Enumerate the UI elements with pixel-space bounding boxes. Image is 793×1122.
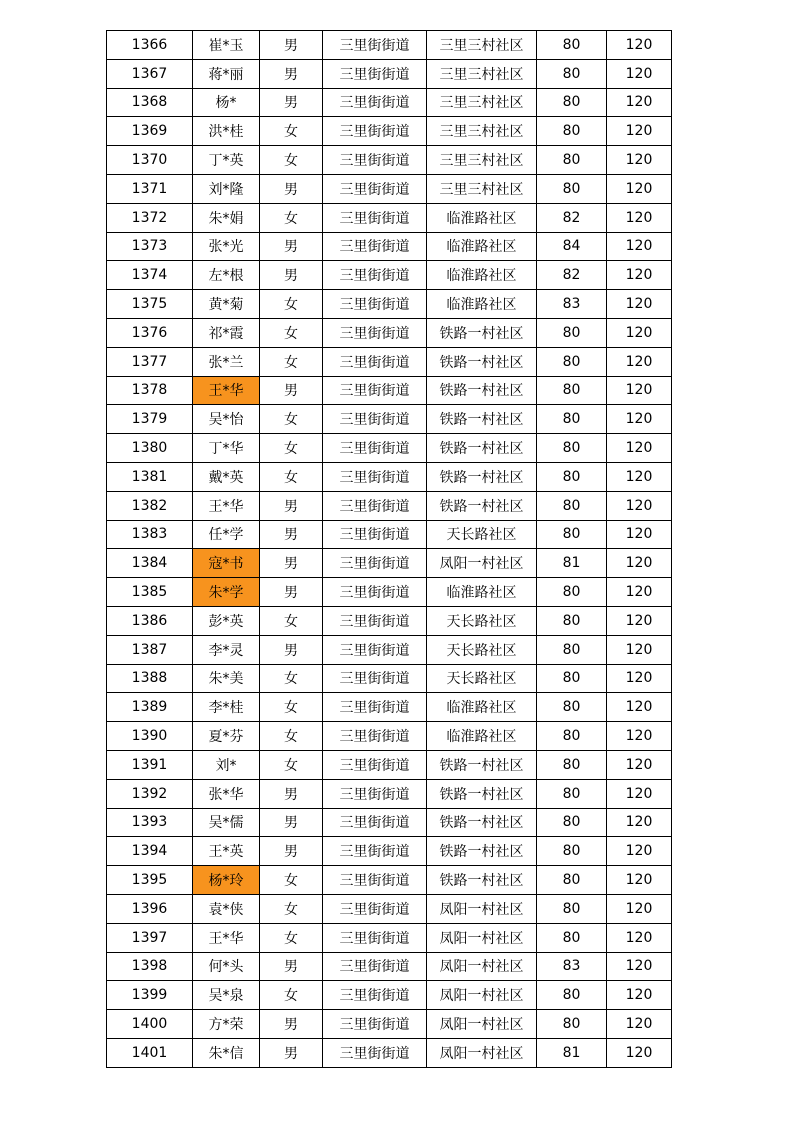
- age-cell: 80: [537, 1010, 607, 1039]
- age-cell: 80: [537, 59, 607, 88]
- community-cell: 临淮路社区: [427, 261, 537, 290]
- row-number-cell: 1367: [107, 59, 193, 88]
- row-number-cell: 1389: [107, 693, 193, 722]
- community-cell: 铁路一村社区: [427, 750, 537, 779]
- community-cell: 凤阳一村社区: [427, 981, 537, 1010]
- gender-cell: 男: [260, 1038, 323, 1067]
- community-cell: 临淮路社区: [427, 203, 537, 232]
- amount-cell: 120: [607, 405, 672, 434]
- row-number-cell: 1370: [107, 146, 193, 175]
- table-row: [107, 693, 672, 722]
- community-cell: 临淮路社区: [427, 578, 537, 607]
- row-number-cell: 1368: [107, 88, 193, 117]
- amount-cell: 120: [607, 462, 672, 491]
- amount-cell: 120: [607, 750, 672, 779]
- community-cell: 凤阳一村社区: [427, 923, 537, 952]
- name-cell: 王*华: [193, 923, 260, 952]
- street-cell: 三里街街道: [323, 347, 427, 376]
- street-cell: 三里街街道: [323, 376, 427, 405]
- street-cell: 三里街街道: [323, 923, 427, 952]
- table-row: [107, 232, 672, 261]
- row-number-cell: 1380: [107, 434, 193, 463]
- gender-cell: 女: [260, 434, 323, 463]
- community-cell: 临淮路社区: [427, 232, 537, 261]
- age-cell: 80: [537, 491, 607, 520]
- street-cell: 三里街街道: [323, 405, 427, 434]
- age-cell: 81: [537, 549, 607, 578]
- row-number-cell: 1384: [107, 549, 193, 578]
- age-cell: 80: [537, 174, 607, 203]
- row-number-cell: 1372: [107, 203, 193, 232]
- row-number-cell: 1385: [107, 578, 193, 607]
- community-cell: 铁路一村社区: [427, 347, 537, 376]
- community-cell: 凤阳一村社区: [427, 894, 537, 923]
- gender-cell: 男: [260, 31, 323, 60]
- gender-cell: 男: [260, 549, 323, 578]
- gender-cell: 男: [260, 779, 323, 808]
- row-number-cell: 1394: [107, 837, 193, 866]
- gender-cell: 男: [260, 520, 323, 549]
- table-row: [107, 635, 672, 664]
- age-cell: 80: [537, 693, 607, 722]
- name-cell: 黄*菊: [193, 290, 260, 319]
- name-cell: 吴*泉: [193, 981, 260, 1010]
- amount-cell: 120: [607, 347, 672, 376]
- street-cell: 三里街街道: [323, 59, 427, 88]
- table-row: [107, 203, 672, 232]
- gender-cell: 男: [260, 232, 323, 261]
- street-cell: 三里街街道: [323, 31, 427, 60]
- street-cell: 三里街街道: [323, 318, 427, 347]
- age-cell: 80: [537, 866, 607, 895]
- amount-cell: 120: [607, 808, 672, 837]
- row-number-cell: 1377: [107, 347, 193, 376]
- table-row: [107, 549, 672, 578]
- row-number-cell: 1399: [107, 981, 193, 1010]
- street-cell: 三里街街道: [323, 808, 427, 837]
- name-cell: 王*华: [193, 491, 260, 520]
- gender-cell: 女: [260, 462, 323, 491]
- name-cell: 张*光: [193, 232, 260, 261]
- row-number-cell: 1383: [107, 520, 193, 549]
- table-row: [107, 722, 672, 751]
- table-row: [107, 1010, 672, 1039]
- street-cell: 三里街街道: [323, 1010, 427, 1039]
- name-cell: 王*英: [193, 837, 260, 866]
- table-row: [107, 59, 672, 88]
- amount-cell: 120: [607, 59, 672, 88]
- community-cell: 铁路一村社区: [427, 491, 537, 520]
- community-cell: 三里三村社区: [427, 174, 537, 203]
- table-row: [107, 146, 672, 175]
- amount-cell: 120: [607, 434, 672, 463]
- amount-cell: 120: [607, 578, 672, 607]
- row-number-cell: 1381: [107, 462, 193, 491]
- gender-cell: 女: [260, 894, 323, 923]
- street-cell: 三里街街道: [323, 146, 427, 175]
- street-cell: 三里街街道: [323, 837, 427, 866]
- community-cell: 铁路一村社区: [427, 434, 537, 463]
- street-cell: 三里街街道: [323, 1038, 427, 1067]
- row-number-cell: 1371: [107, 174, 193, 203]
- table-row: [107, 290, 672, 319]
- community-cell: 凤阳一村社区: [427, 1010, 537, 1039]
- name-cell: 丁*英: [193, 146, 260, 175]
- community-cell: 铁路一村社区: [427, 866, 537, 895]
- name-cell: 袁*侠: [193, 894, 260, 923]
- age-cell: 80: [537, 606, 607, 635]
- name-cell: 左*根: [193, 261, 260, 290]
- age-cell: 80: [537, 31, 607, 60]
- name-cell: 方*荣: [193, 1010, 260, 1039]
- name-cell: 李*桂: [193, 693, 260, 722]
- street-cell: 三里街街道: [323, 261, 427, 290]
- gender-cell: 女: [260, 318, 323, 347]
- community-cell: 铁路一村社区: [427, 318, 537, 347]
- row-number-cell: 1398: [107, 952, 193, 981]
- age-cell: 80: [537, 923, 607, 952]
- community-cell: 三里三村社区: [427, 88, 537, 117]
- amount-cell: 120: [607, 981, 672, 1010]
- row-number-cell: 1379: [107, 405, 193, 434]
- amount-cell: 120: [607, 88, 672, 117]
- amount-cell: 120: [607, 232, 672, 261]
- table-row: [107, 520, 672, 549]
- street-cell: 三里街街道: [323, 952, 427, 981]
- amount-cell: 120: [607, 290, 672, 319]
- community-cell: 铁路一村社区: [427, 462, 537, 491]
- age-cell: 80: [537, 808, 607, 837]
- gender-cell: 男: [260, 261, 323, 290]
- gender-cell: 男: [260, 376, 323, 405]
- street-cell: 三里街街道: [323, 520, 427, 549]
- street-cell: 三里街街道: [323, 750, 427, 779]
- age-cell: 80: [537, 664, 607, 693]
- community-cell: 天长路社区: [427, 664, 537, 693]
- row-number-cell: 1401: [107, 1038, 193, 1067]
- table-row: [107, 923, 672, 952]
- name-cell: 何*头: [193, 952, 260, 981]
- street-cell: 三里街街道: [323, 779, 427, 808]
- table-row: [107, 606, 672, 635]
- amount-cell: 120: [607, 261, 672, 290]
- gender-cell: 男: [260, 1010, 323, 1039]
- age-cell: 80: [537, 462, 607, 491]
- name-cell: 朱*信: [193, 1038, 260, 1067]
- gender-cell: 女: [260, 405, 323, 434]
- row-number-cell: 1396: [107, 894, 193, 923]
- row-number-cell: 1374: [107, 261, 193, 290]
- amount-cell: 120: [607, 146, 672, 175]
- gender-cell: 女: [260, 866, 323, 895]
- age-cell: 80: [537, 722, 607, 751]
- gender-cell: 女: [260, 693, 323, 722]
- community-cell: 铁路一村社区: [427, 405, 537, 434]
- name-cell: 夏*芬: [193, 722, 260, 751]
- table-row: [107, 664, 672, 693]
- community-cell: 三里三村社区: [427, 59, 537, 88]
- community-cell: 三里三村社区: [427, 117, 537, 146]
- community-cell: 临淮路社区: [427, 693, 537, 722]
- age-cell: 82: [537, 203, 607, 232]
- gender-cell: 女: [260, 146, 323, 175]
- gender-cell: 男: [260, 174, 323, 203]
- age-cell: 80: [537, 578, 607, 607]
- amount-cell: 120: [607, 1010, 672, 1039]
- age-cell: 82: [537, 261, 607, 290]
- name-cell-highlighted: 王*华: [193, 376, 260, 405]
- street-cell: 三里街街道: [323, 894, 427, 923]
- gender-cell: 男: [260, 808, 323, 837]
- name-cell: 朱*娟: [193, 203, 260, 232]
- row-number-cell: 1397: [107, 923, 193, 952]
- amount-cell: 120: [607, 117, 672, 146]
- street-cell: 三里街街道: [323, 117, 427, 146]
- street-cell: 三里街街道: [323, 635, 427, 664]
- name-cell-highlighted: 寇*书: [193, 549, 260, 578]
- row-number-cell: 1392: [107, 779, 193, 808]
- roster-body: [107, 31, 672, 1068]
- table-row: [107, 174, 672, 203]
- table-row: [107, 779, 672, 808]
- age-cell: 80: [537, 347, 607, 376]
- name-cell: 蒋*丽: [193, 59, 260, 88]
- community-cell: 天长路社区: [427, 520, 537, 549]
- amount-cell: 120: [607, 866, 672, 895]
- age-cell: 80: [537, 318, 607, 347]
- gender-cell: 男: [260, 88, 323, 117]
- name-cell: 祁*霞: [193, 318, 260, 347]
- row-number-cell: 1382: [107, 491, 193, 520]
- age-cell: 80: [537, 88, 607, 117]
- gender-cell: 女: [260, 117, 323, 146]
- age-cell: 84: [537, 232, 607, 261]
- row-number-cell: 1378: [107, 376, 193, 405]
- age-cell: 83: [537, 952, 607, 981]
- table-row: [107, 434, 672, 463]
- amount-cell: 120: [607, 952, 672, 981]
- table-row: [107, 491, 672, 520]
- table-row: [107, 837, 672, 866]
- table-row: [107, 1038, 672, 1067]
- community-cell: 三里三村社区: [427, 31, 537, 60]
- street-cell: 三里街街道: [323, 203, 427, 232]
- community-cell: 临淮路社区: [427, 290, 537, 319]
- table-row: [107, 462, 672, 491]
- row-number-cell: 1390: [107, 722, 193, 751]
- table-row: [107, 376, 672, 405]
- table-row: [107, 88, 672, 117]
- table-row: [107, 31, 672, 60]
- name-cell: 崔*玉: [193, 31, 260, 60]
- gender-cell: 男: [260, 837, 323, 866]
- age-cell: 80: [537, 894, 607, 923]
- amount-cell: 120: [607, 203, 672, 232]
- row-number-cell: 1373: [107, 232, 193, 261]
- street-cell: 三里街街道: [323, 434, 427, 463]
- row-number-cell: 1376: [107, 318, 193, 347]
- age-cell: 80: [537, 750, 607, 779]
- community-cell: 凤阳一村社区: [427, 952, 537, 981]
- amount-cell: 120: [607, 376, 672, 405]
- street-cell: 三里街街道: [323, 664, 427, 693]
- table-row: [107, 750, 672, 779]
- row-number-cell: 1395: [107, 866, 193, 895]
- amount-cell: 120: [607, 31, 672, 60]
- name-cell: 吴*怡: [193, 405, 260, 434]
- gender-cell: 男: [260, 491, 323, 520]
- gender-cell: 女: [260, 290, 323, 319]
- table-row: [107, 952, 672, 981]
- table-row: [107, 261, 672, 290]
- amount-cell: 120: [607, 606, 672, 635]
- community-cell: 凤阳一村社区: [427, 1038, 537, 1067]
- age-cell: 80: [537, 779, 607, 808]
- amount-cell: 120: [607, 664, 672, 693]
- street-cell: 三里街街道: [323, 174, 427, 203]
- name-cell-highlighted: 朱*学: [193, 578, 260, 607]
- amount-cell: 120: [607, 491, 672, 520]
- name-cell: 刘*: [193, 750, 260, 779]
- roster-table: [106, 30, 672, 1068]
- amount-cell: 120: [607, 520, 672, 549]
- age-cell: 80: [537, 376, 607, 405]
- table-row: [107, 578, 672, 607]
- row-number-cell: 1375: [107, 290, 193, 319]
- amount-cell: 120: [607, 923, 672, 952]
- community-cell: 三里三村社区: [427, 146, 537, 175]
- row-number-cell: 1366: [107, 31, 193, 60]
- row-number-cell: 1393: [107, 808, 193, 837]
- gender-cell: 女: [260, 664, 323, 693]
- street-cell: 三里街街道: [323, 549, 427, 578]
- name-cell: 吴*儒: [193, 808, 260, 837]
- street-cell: 三里街街道: [323, 693, 427, 722]
- row-number-cell: 1387: [107, 635, 193, 664]
- community-cell: 临淮路社区: [427, 722, 537, 751]
- amount-cell: 120: [607, 722, 672, 751]
- amount-cell: 120: [607, 837, 672, 866]
- gender-cell: 女: [260, 203, 323, 232]
- street-cell: 三里街街道: [323, 722, 427, 751]
- amount-cell: 120: [607, 894, 672, 923]
- table-row: [107, 894, 672, 923]
- name-cell: 彭*英: [193, 606, 260, 635]
- street-cell: 三里街街道: [323, 232, 427, 261]
- name-cell: 刘*隆: [193, 174, 260, 203]
- name-cell: 张*兰: [193, 347, 260, 376]
- row-number-cell: 1369: [107, 117, 193, 146]
- table-row: [107, 117, 672, 146]
- street-cell: 三里街街道: [323, 866, 427, 895]
- table-row: [107, 808, 672, 837]
- gender-cell: 男: [260, 578, 323, 607]
- table-row: [107, 866, 672, 895]
- name-cell: 洪*桂: [193, 117, 260, 146]
- gender-cell: 女: [260, 981, 323, 1010]
- age-cell: 80: [537, 520, 607, 549]
- community-cell: 天长路社区: [427, 635, 537, 664]
- age-cell: 80: [537, 837, 607, 866]
- row-number-cell: 1386: [107, 606, 193, 635]
- name-cell: 杨*: [193, 88, 260, 117]
- amount-cell: 120: [607, 693, 672, 722]
- amount-cell: 120: [607, 1038, 672, 1067]
- street-cell: 三里街街道: [323, 491, 427, 520]
- street-cell: 三里街街道: [323, 88, 427, 117]
- name-cell: 朱*美: [193, 664, 260, 693]
- table-row: [107, 318, 672, 347]
- amount-cell: 120: [607, 549, 672, 578]
- age-cell: 80: [537, 405, 607, 434]
- community-cell: 凤阳一村社区: [427, 549, 537, 578]
- name-cell: 丁*华: [193, 434, 260, 463]
- name-cell: 张*华: [193, 779, 260, 808]
- amount-cell: 120: [607, 318, 672, 347]
- name-cell: 任*学: [193, 520, 260, 549]
- name-cell: 李*灵: [193, 635, 260, 664]
- street-cell: 三里街街道: [323, 462, 427, 491]
- name-cell: 戴*英: [193, 462, 260, 491]
- age-cell: 80: [537, 146, 607, 175]
- age-cell: 80: [537, 117, 607, 146]
- amount-cell: 120: [607, 779, 672, 808]
- table-row: [107, 981, 672, 1010]
- age-cell: 81: [537, 1038, 607, 1067]
- community-cell: 天长路社区: [427, 606, 537, 635]
- street-cell: 三里街街道: [323, 578, 427, 607]
- age-cell: 80: [537, 981, 607, 1010]
- table-row: [107, 347, 672, 376]
- row-number-cell: 1400: [107, 1010, 193, 1039]
- gender-cell: 男: [260, 952, 323, 981]
- community-cell: 铁路一村社区: [427, 837, 537, 866]
- community-cell: 铁路一村社区: [427, 779, 537, 808]
- age-cell: 83: [537, 290, 607, 319]
- gender-cell: 女: [260, 722, 323, 751]
- age-cell: 80: [537, 434, 607, 463]
- gender-cell: 男: [260, 59, 323, 88]
- gender-cell: 女: [260, 347, 323, 376]
- street-cell: 三里街街道: [323, 981, 427, 1010]
- age-cell: 80: [537, 635, 607, 664]
- table-row: [107, 405, 672, 434]
- community-cell: 铁路一村社区: [427, 808, 537, 837]
- row-number-cell: 1391: [107, 750, 193, 779]
- amount-cell: 120: [607, 635, 672, 664]
- row-number-cell: 1388: [107, 664, 193, 693]
- gender-cell: 女: [260, 606, 323, 635]
- street-cell: 三里街街道: [323, 606, 427, 635]
- street-cell: 三里街街道: [323, 290, 427, 319]
- gender-cell: 男: [260, 635, 323, 664]
- community-cell: 铁路一村社区: [427, 376, 537, 405]
- gender-cell: 女: [260, 750, 323, 779]
- amount-cell: 120: [607, 174, 672, 203]
- gender-cell: 女: [260, 923, 323, 952]
- name-cell-highlighted: 杨*玲: [193, 866, 260, 895]
